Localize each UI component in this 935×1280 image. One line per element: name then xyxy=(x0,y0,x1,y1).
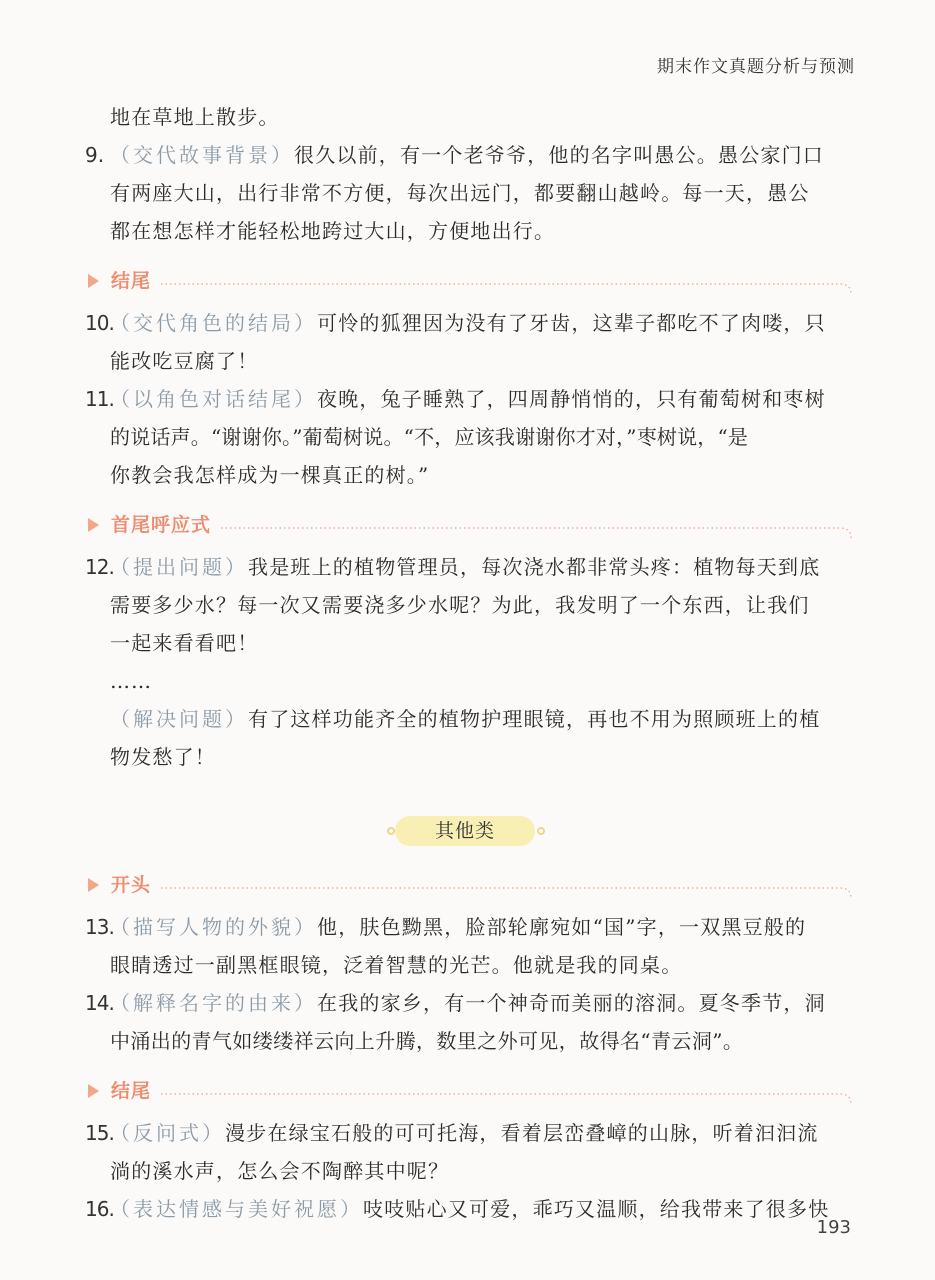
item-number: 16. xyxy=(85,1197,114,1221)
section-title: 结尾 xyxy=(111,1080,152,1102)
list-item-12 xyxy=(85,548,855,776)
item-number: 13. xyxy=(85,915,114,939)
item-text: 中涌出的青气如缕缕祥云向上升腾，数里之外可见，故得名“青云洞”。 xyxy=(110,1029,744,1053)
item-tag: （提出问题） xyxy=(110,555,248,579)
list-item-13 xyxy=(85,908,855,984)
section-title: 首尾呼应式 xyxy=(111,514,212,536)
list-item-15 xyxy=(85,1114,855,1190)
dotted-divider xyxy=(85,262,855,302)
item-text: 眼睛透过一副黑框眼镜，泛着智慧的光芒。他就是我的同桌。 xyxy=(110,953,683,977)
section-heading-echo xyxy=(85,506,855,546)
item-text: 能改吃豆腐了！ xyxy=(110,349,259,373)
item-number: 12. xyxy=(85,555,114,579)
list-item-16 xyxy=(85,1190,855,1228)
item-tag: （解释名字的由来） xyxy=(110,991,317,1015)
section-heading-ending xyxy=(85,262,855,302)
intro-line: 地在草地上散步。 xyxy=(110,105,280,129)
page-number: 193 xyxy=(816,1217,851,1238)
item-text: 有两座大山，出行非常不方便，每次出远门，都要翻山越岭。每一天，愚公 xyxy=(110,181,810,205)
item-text: 淌的溪水声，怎么会不陶醉其中呢？ xyxy=(110,1159,450,1183)
item-tag: （交代角色的结局） xyxy=(110,311,317,335)
list-item-11 xyxy=(85,380,855,494)
page-content xyxy=(85,98,855,1228)
item-number: 9. xyxy=(85,143,105,167)
item-tag: （反问式） xyxy=(110,1121,225,1145)
item-text: 物发愁了！ xyxy=(110,745,216,769)
item-number: 14. xyxy=(85,991,114,1015)
item-tag: （表达情感与美好祝愿） xyxy=(110,1197,363,1221)
item-tag: （描写人物的外貌） xyxy=(110,915,317,939)
list-item-9 xyxy=(85,136,855,250)
badge-dot-left xyxy=(387,827,395,835)
item-text: 他，肤色黝黑，脸部轮廓宛如“国”字，一双黑豆般的 xyxy=(317,915,807,939)
item-tag: （解决问题） xyxy=(110,707,248,731)
item-text: 需要多少水？每一次又需要浇多少水呢？为此，我发明了一个东西，让我们 xyxy=(110,593,810,617)
section-heading-opening xyxy=(85,866,855,906)
item-text: 吱吱贴心又可爱，乖巧又温顺，给我带来了很多快 xyxy=(363,1197,830,1221)
section-title: 结尾 xyxy=(111,270,152,292)
dotted-divider xyxy=(85,866,855,906)
item-text: 都在想怎样才能轻松地跨过大山，方便地出行。 xyxy=(110,219,556,243)
item-text: 可怜的狐狸因为没有了牙齿，这辈子都吃不了肉喽，只 xyxy=(317,311,826,335)
category-badge xyxy=(85,808,855,868)
item-text: 很久以前，有一个老爷爷，他的名字叫愚公。愚公家门口 xyxy=(294,143,824,167)
item-text: 有了这样功能齐全的植物护理眼镜，再也不用为照顾班上的植 xyxy=(248,707,821,731)
dotted-divider xyxy=(85,506,855,546)
running-header: 期末作文真题分析与预测 xyxy=(657,57,855,77)
list-item-14 xyxy=(85,984,855,1060)
section-heading-ending-2 xyxy=(85,1072,855,1112)
item-text: 我是班上的植物管理员，每次浇水都非常头疼：植物每天到底 xyxy=(248,555,821,579)
section-title: 开头 xyxy=(111,874,152,896)
badge-label: 其他类 xyxy=(395,816,535,846)
ellipsis: …… xyxy=(110,669,152,693)
item-text: 夜晚，兔子睡熟了，四周静悄悄的，只有葡萄树和枣树 xyxy=(317,387,826,411)
item-tag: （交代故事背景） xyxy=(110,143,294,167)
item-text: 在我的家乡，有一个神奇而美丽的溶洞。夏冬季节，洞 xyxy=(317,991,826,1015)
item-text: 你教会我怎样成为一棵真正的树。” xyxy=(110,463,430,487)
item-text: 漫步在绿宝石般的可可托海，看着层峦叠嶂的山脉，听着汩汩流 xyxy=(225,1121,819,1145)
item-text: 一起来看看吧！ xyxy=(110,631,259,655)
item-number: 10. xyxy=(85,311,114,335)
item-text: 的说话声。“谢谢你。”葡萄树说。“不，应该我谢谢你才对，”枣树说，“是 xyxy=(110,425,749,449)
item-number: 11. xyxy=(85,387,114,411)
dotted-divider xyxy=(85,1072,855,1112)
item-number: 15. xyxy=(85,1121,114,1145)
item-tag: （以角色对话结尾） xyxy=(110,387,317,411)
badge-dot-right xyxy=(537,827,545,835)
list-item-10 xyxy=(85,304,855,380)
